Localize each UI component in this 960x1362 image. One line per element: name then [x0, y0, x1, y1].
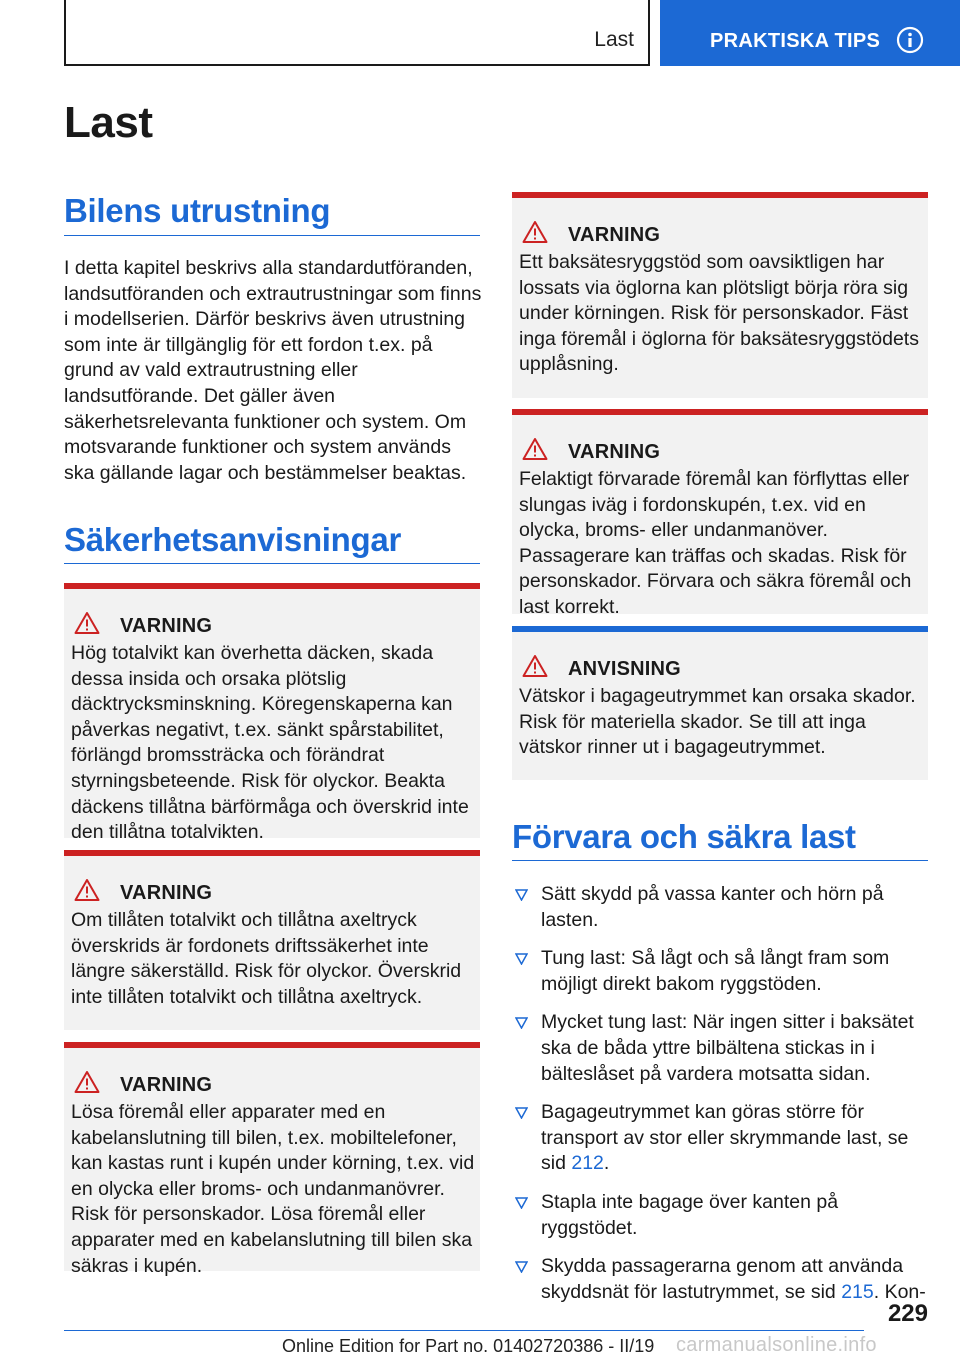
page-link-212[interactable]: 212 — [571, 1152, 604, 1175]
warning-box — [64, 1042, 480, 1277]
heading-sakerhetsanvisningar: Säkerhetsanvisningar — [64, 521, 401, 558]
list-item: Stapla inte bagage över kanten på ryggstödet. — [512, 1190, 928, 1241]
warning-box — [64, 583, 480, 844]
triangle-bullet-icon — [515, 1017, 528, 1029]
list-item: Sätt skydd på vassa kanter och hörn på lasten. — [512, 882, 928, 933]
warning-text: Felaktigt förvarade föremål kan förflyttas eller slungas iväg i fordonskupén, t.ex. vid en olycka, broms- eller undanmanöver. Passagerare kan träffas och skadas. Risk för personskador. Förvara och säkra föremål och last korrekt. — [519, 468, 912, 618]
triangle-bullet-icon — [515, 1261, 528, 1273]
heading-rule — [512, 860, 928, 861]
list-item: Tung last: Så lågt och så långt fram som möjligt direkt bakom ryggstöden. — [512, 946, 928, 997]
warning-title: VARNING — [568, 441, 661, 463]
heading-forvara-last: Förvara och säkra last — [512, 818, 856, 855]
warning-triangle-icon — [74, 611, 100, 635]
triangle-bullet-icon — [515, 1197, 528, 1209]
notice-text: Vätskor i bagageutrymmet kan orsaka skador. Risk för materiella skador. Se till att inga vätskor rinner ut i bagageutrymmet. — [519, 685, 916, 759]
warning-triangle-icon — [522, 437, 548, 461]
warning-title: VARNING — [120, 882, 213, 904]
list-item: Skydda passagerarna genom att använda skyddsnät för lastutrymmet, se sid 215. Kon- — [512, 1254, 928, 1305]
heading-rule — [64, 563, 480, 564]
section-label: Last — [594, 28, 634, 51]
edition-text: Online Edition for Part no. 01402720386 - II/19 — [282, 1336, 655, 1356]
heading-bilens-utrustning: Bilens utrustning — [64, 192, 331, 229]
warning-triangle-icon — [522, 220, 548, 244]
intro-paragraph: I detta kapitel beskrivs alla standardutföranden, landsutföranden och extrautrustningar som finns i modellserien. Därför beskrivs även utrustning som inte är tillgänglig för ett fordon t.ex. på grund av vald extrautrustning eller landsutförande. Det gäller även säkerhetsrelevanta funktioner och system. Om motsvarande funktioner och system används ska gällande lagar och bestämmelser beaktas. — [64, 257, 482, 484]
page-number: 229 — [887, 1300, 928, 1327]
header-section-tab — [64, 0, 650, 66]
warning-box — [512, 192, 928, 398]
warning-title: VARNING — [120, 1074, 213, 1096]
header-chapter-tab[interactable] — [660, 0, 960, 66]
warning-triangle-icon — [74, 1070, 100, 1094]
page-title: Last — [64, 98, 153, 147]
notice-title: ANVISNING — [568, 658, 681, 680]
notice-triangle-icon — [522, 654, 548, 678]
warning-text: Lösa föremål eller apparater med en kabelanslutning till bilen, t.ex. mobiltelefoner, kan kastas runt i kupén under körning, t.ex. vid en olycka eller broms- och undanmanövrer. Risk för personskador. Lösa föremål eller apparater med en kabelanslutning till bilen ska säkras i kupén. — [71, 1101, 475, 1277]
warning-title: VARNING — [120, 615, 213, 637]
page-link-215[interactable]: 215 — [841, 1280, 874, 1303]
triangle-bullet-icon — [515, 889, 528, 901]
warning-text: Hög totalvikt kan överhetta däcken, skada dessa insida och orsaka plötslig däcktrycksminskning. Köregenskaperna kan påverkas negativt, t.ex. sänkt spårstabilitet, förlängd bromssträcka och förändrat styrningsbeteende. Risk för olyckor. Beakta däckens tillåtna bärförmåga och överskrid inte den tillåtna totalvikten. — [71, 642, 469, 844]
footer-rule — [64, 1330, 864, 1331]
warning-box — [512, 409, 928, 618]
list-item: Mycket tung last: När ingen sitter i baksätet ska de båda yttre bilbältena stickas in i bälteslåset på vardera motsatta sidan. — [512, 1010, 928, 1087]
watermark-text: carmanualsonline.info — [676, 1334, 877, 1356]
notice-box — [512, 626, 928, 780]
warning-triangle-icon — [74, 878, 100, 902]
info-circle-icon — [896, 26, 924, 54]
chapter-label: PRAKTISKA TIPS — [710, 30, 881, 52]
warning-text: Om tillåten totalvikt och tillåtna axeltryck överskrids är fordonets driftssäkerhet inte längre säkerställd. Risk för olyckor. Överskrid inte tillåten totalvikt och tillåtna axeltryck. — [71, 909, 462, 1008]
triangle-bullet-icon — [515, 953, 528, 965]
warning-box — [64, 850, 480, 1030]
warning-title: VARNING — [568, 224, 661, 246]
list-item: Bagageutrymmet kan göras större för transport av stor eller skrymmande last, se sid 212. — [512, 1100, 928, 1177]
bullet-list — [512, 882, 928, 1318]
triangle-bullet-icon — [515, 1107, 528, 1119]
heading-rule — [64, 235, 480, 236]
warning-text: Ett baksätesryggstöd som oavsiktligen har lossats via öglorna kan plötsligt börja röra sig under körningen. Risk för personskador. Fäst inga föremål i öglorna för baksätesryggstödets upplåsning. — [519, 251, 919, 376]
